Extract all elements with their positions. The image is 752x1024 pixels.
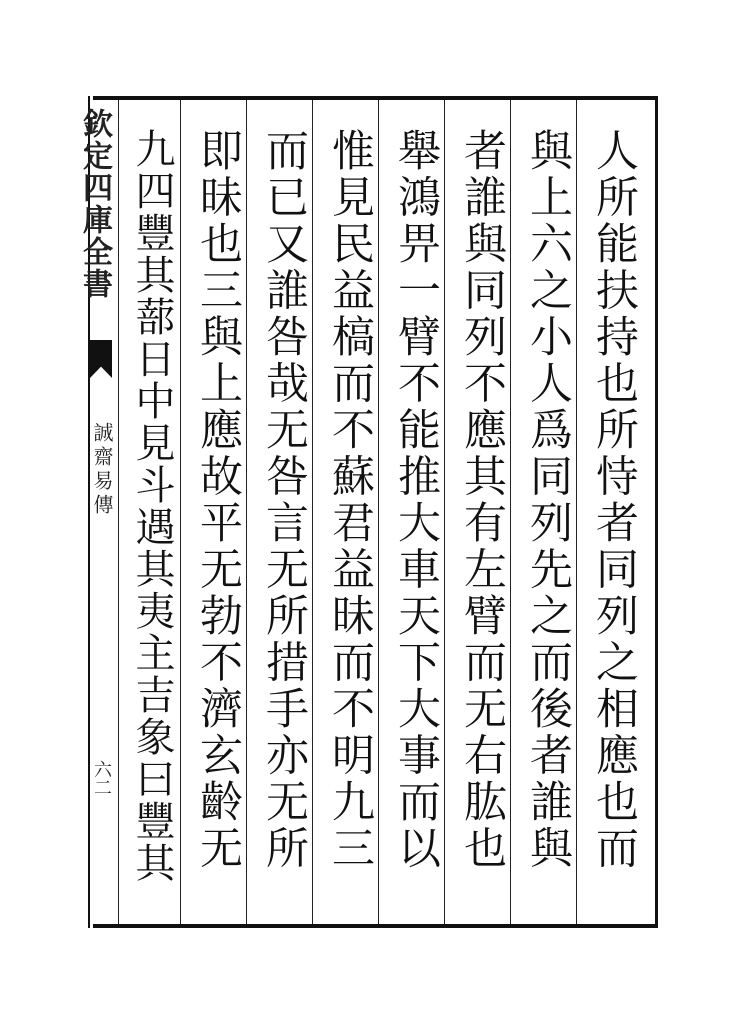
text-column-3: 者誰與同列不應其有左臂而无右肱也: [457, 128, 507, 872]
collection-title: 欽定四庫全書: [77, 108, 112, 300]
text-column-5: 惟見民益槁而不蘇君益昧而不明九三: [325, 128, 375, 872]
text-column-8: 九四豐其蔀日中見斗遇其夷主吉象曰豐其: [129, 128, 175, 884]
page-number: 六二: [91, 760, 112, 796]
text-column-7: 即昧也三與上應故平无勃不濟玄齡无: [193, 128, 243, 872]
text-column-4: 舉鴻畀一臂不能推大車天下大事而以: [391, 128, 441, 872]
text-column-6: 而已又誰咎哉无咎言无所措手亦无所: [259, 128, 309, 872]
fishtail-mark-icon: [90, 340, 112, 378]
book-title: 誠齋易傳: [90, 422, 114, 518]
center-fold-strip: [60, 100, 122, 924]
column-rule: [118, 100, 119, 924]
text-column-1: 人所能扶持也所恃者同列之相應也而: [589, 128, 639, 872]
text-column-2: 與上六之小人爲同列先之而後者誰與: [523, 128, 573, 872]
